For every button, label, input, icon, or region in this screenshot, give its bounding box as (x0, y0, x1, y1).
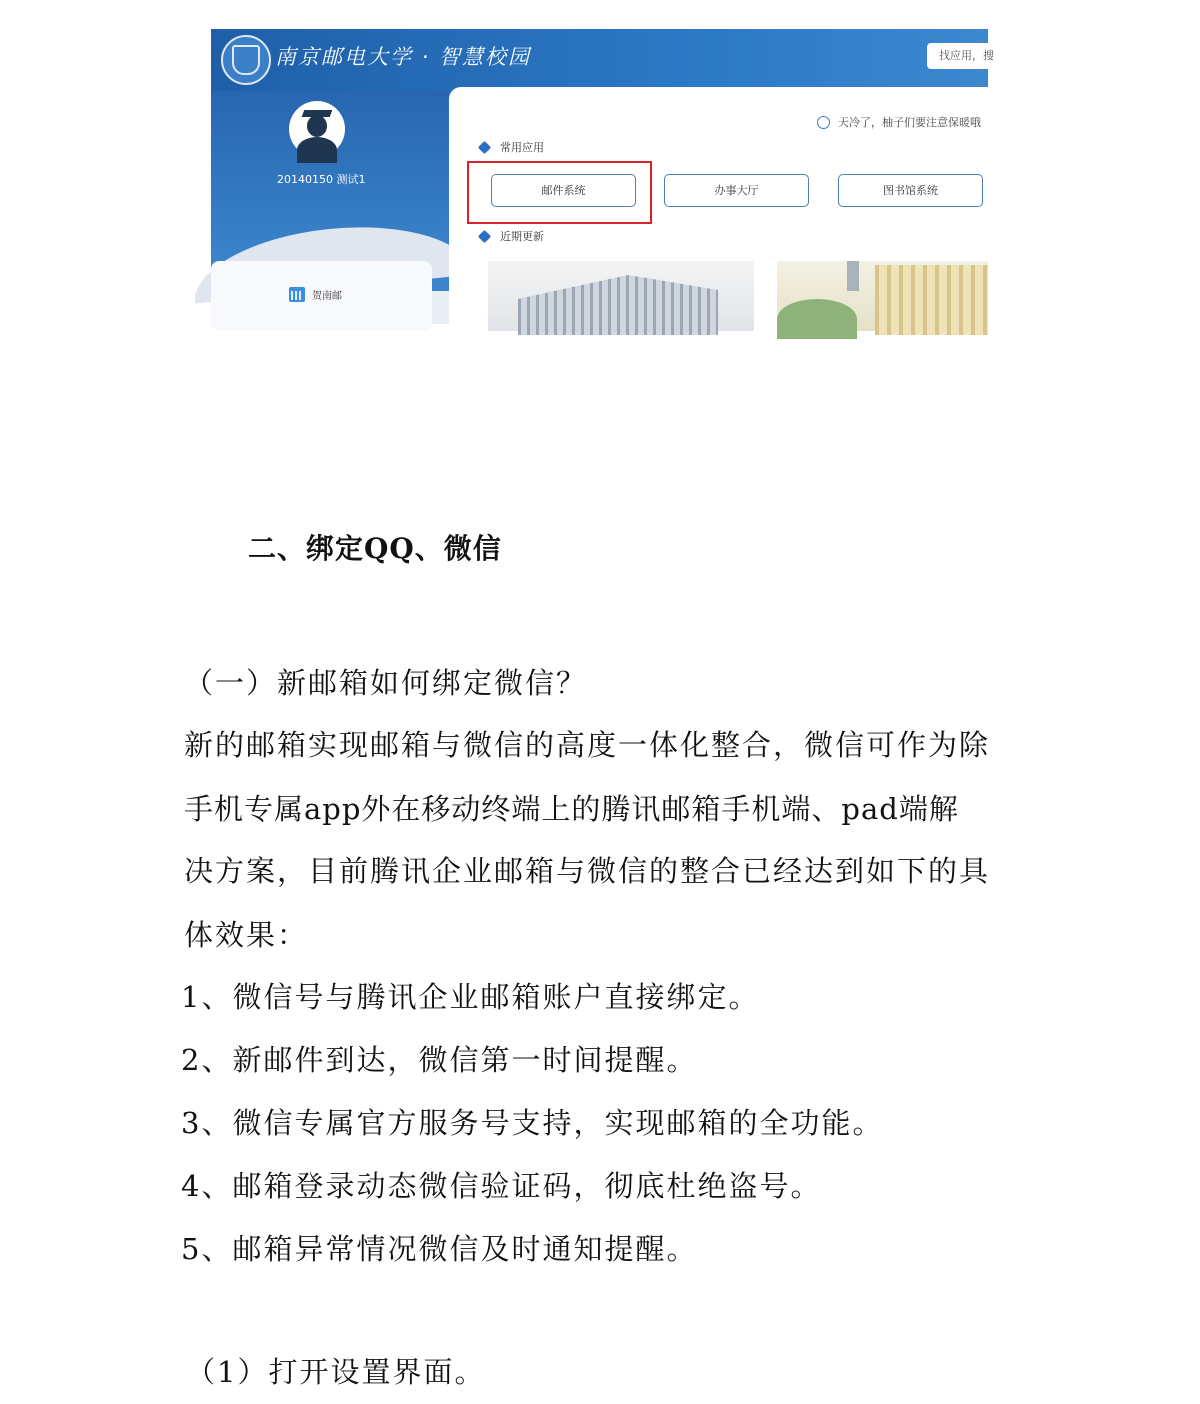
user-name: 20140150 测试1 (277, 173, 366, 186)
library-system-button[interactable]: 图书馆系统 (838, 174, 983, 207)
step-heading: （1）打开设置界面。 (186, 1355, 486, 1389)
paragraph-line: 手机专属app外在移动终端上的腾讯邮箱手机端、pad端解 (184, 792, 959, 826)
list-item: 2、新邮件到达，微信第一时间提醒。 (181, 1043, 698, 1077)
recent-updates-label: 近期更新 (500, 230, 544, 243)
news-thumbnail[interactable] (488, 261, 754, 331)
notice-text: 天冷了，柚子们要注意保暖哦 (838, 116, 981, 129)
sidebar-item-henanyou[interactable] (289, 287, 342, 302)
university-crest-icon (221, 35, 271, 85)
notice-banner (817, 114, 981, 130)
app-search-input[interactable]: 找应用，搜 (927, 43, 997, 69)
section-heading: 二、绑定QQ、微信 (248, 532, 502, 565)
recent-updates-heading (479, 228, 544, 244)
smile-icon (817, 116, 830, 129)
common-apps-label: 常用应用 (500, 141, 544, 154)
list-item: 3、微信专属官方服务号支持，实现邮箱的全功能。 (181, 1106, 884, 1140)
list-item: 1、微信号与腾讯企业邮箱账户直接绑定。 (181, 980, 760, 1014)
sidebar-item-label: 贺南邮 (312, 291, 342, 302)
service-hall-button[interactable]: 办事大厅 (664, 174, 809, 207)
news-thumbnail[interactable] (777, 261, 988, 331)
cube-icon (478, 229, 491, 242)
avatar[interactable] (289, 101, 345, 157)
paragraph-line: 决方案，目前腾讯企业邮箱与微信的整合已经达到如下的具 (184, 854, 991, 888)
paragraph-line: 新的邮箱实现邮箱与微信的高度一体化整合，微信可作为除 (184, 728, 991, 762)
mail-system-button[interactable]: 邮件系统 (491, 174, 636, 207)
calendar-icon (289, 287, 305, 302)
question-heading: （一）新邮箱如何绑定微信？ (184, 666, 588, 700)
portal-brand-title: 南京邮电大学 · 智慧校园 (275, 45, 532, 69)
cube-icon (478, 140, 491, 153)
highlight-box (467, 161, 652, 224)
list-item: 4、邮箱登录动态微信验证码，彻底杜绝盗号。 (181, 1169, 822, 1203)
list-item: 5、邮箱异常情况微信及时通知提醒。 (181, 1232, 698, 1266)
paragraph-line: 体效果： (184, 918, 309, 952)
portal-header (211, 29, 994, 91)
portal-screenshot (211, 29, 994, 324)
common-apps-heading (479, 139, 544, 155)
